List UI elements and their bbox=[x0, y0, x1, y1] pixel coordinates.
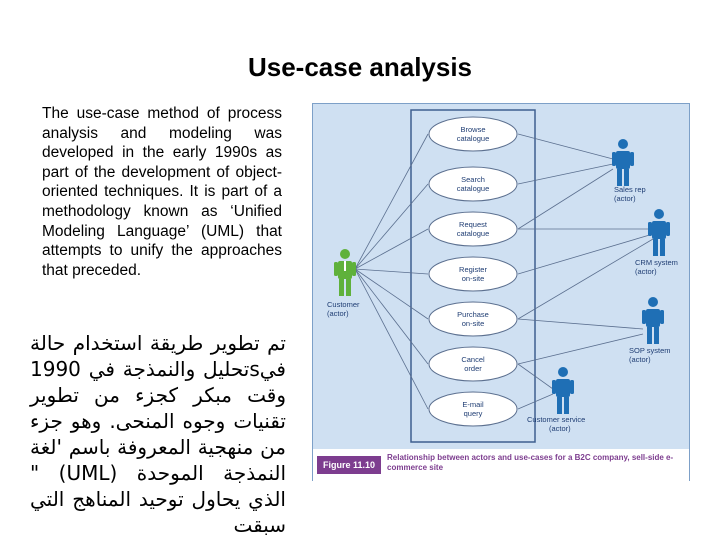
actor-sop-system-icon bbox=[642, 297, 664, 344]
actor-customer-label: Customer bbox=[327, 300, 360, 309]
svg-text:on-site: on-site bbox=[461, 274, 485, 283]
actor-sales-rep-label: Sales rep bbox=[614, 185, 646, 194]
svg-text:on-site: on-site bbox=[461, 319, 485, 328]
svg-text:Register: Register bbox=[459, 265, 487, 274]
actor-sop-system-label: SOP system bbox=[629, 346, 671, 355]
svg-text:catalogue: catalogue bbox=[456, 134, 490, 143]
use-case-oval-7 bbox=[429, 392, 517, 426]
actor-crm-system-label: CRM system bbox=[635, 258, 678, 267]
use-case-oval-5 bbox=[429, 302, 517, 336]
use-case-oval-4 bbox=[429, 257, 517, 291]
svg-text:E-mail: E-mail bbox=[462, 400, 484, 409]
use-case-oval-2 bbox=[429, 167, 517, 201]
actor-sales-rep-sublabel: (actor) bbox=[614, 194, 636, 203]
actor-crm-system-sublabel: (actor) bbox=[635, 267, 657, 276]
svg-text:catalogue: catalogue bbox=[456, 184, 490, 193]
use-case-oval-3 bbox=[429, 212, 517, 246]
use-case-diagram bbox=[312, 103, 690, 481]
use-case-oval-1 bbox=[429, 117, 517, 151]
customer-associations bbox=[355, 134, 428, 409]
actor-sop-system-sublabel: (actor) bbox=[629, 355, 651, 364]
svg-text:Cancel: Cancel bbox=[461, 355, 485, 364]
actor-associations bbox=[518, 134, 653, 409]
actor-customer-icon bbox=[334, 249, 356, 296]
body-text-english: The use-case method of process analysis and modeling was developed in the early 1990s as part of the development of object-oriented techniques. It is part of a methodology known as ‘Unified Modeling Language’ (UML) that attempts to unify the approaches that preceded. bbox=[42, 105, 282, 279]
svg-text:Search: Search bbox=[461, 175, 485, 184]
svg-text:Request: Request bbox=[459, 220, 487, 229]
slide-title: Use-case analysis bbox=[247, 52, 473, 82]
actor-sales-rep-icon bbox=[612, 139, 634, 186]
actor-customer-service-label: Customer service bbox=[527, 415, 586, 424]
svg-text:Purchase: Purchase bbox=[457, 310, 489, 319]
actor-customer-service-sublabel: (actor) bbox=[549, 424, 571, 433]
diagram-canvas bbox=[313, 104, 689, 449]
actor-crm-system-icon bbox=[648, 209, 670, 256]
svg-text:catalogue: catalogue bbox=[456, 229, 490, 238]
use-case-oval-6 bbox=[429, 347, 517, 381]
body-text-arabic: تم تطوير طريقة استخدام حالة فيsتحليل والنمذجة في 1990 وقت مبكر كجزء من تطوير تقنيات وجوه المنحى. وهو جزء من منهجية المعروفة باسم 'لغة النمذجة الموحدة (UML) " الذي يحاول توحيد المناهج التي سبقت bbox=[30, 331, 287, 537]
actor-customer-sublabel: (actor) bbox=[327, 309, 349, 318]
figure-number-badge: Figure 11.10 bbox=[317, 456, 381, 474]
svg-text:order: order bbox=[464, 364, 482, 373]
svg-text:query: query bbox=[463, 409, 483, 418]
figure-caption: Relationship between actors and use-cases for a B2C company, sell-side e-commerce site bbox=[387, 453, 674, 472]
actor-customer-service-icon bbox=[552, 367, 574, 414]
svg-text:Browse: Browse bbox=[460, 125, 486, 134]
figure-caption-bar bbox=[313, 449, 689, 481]
